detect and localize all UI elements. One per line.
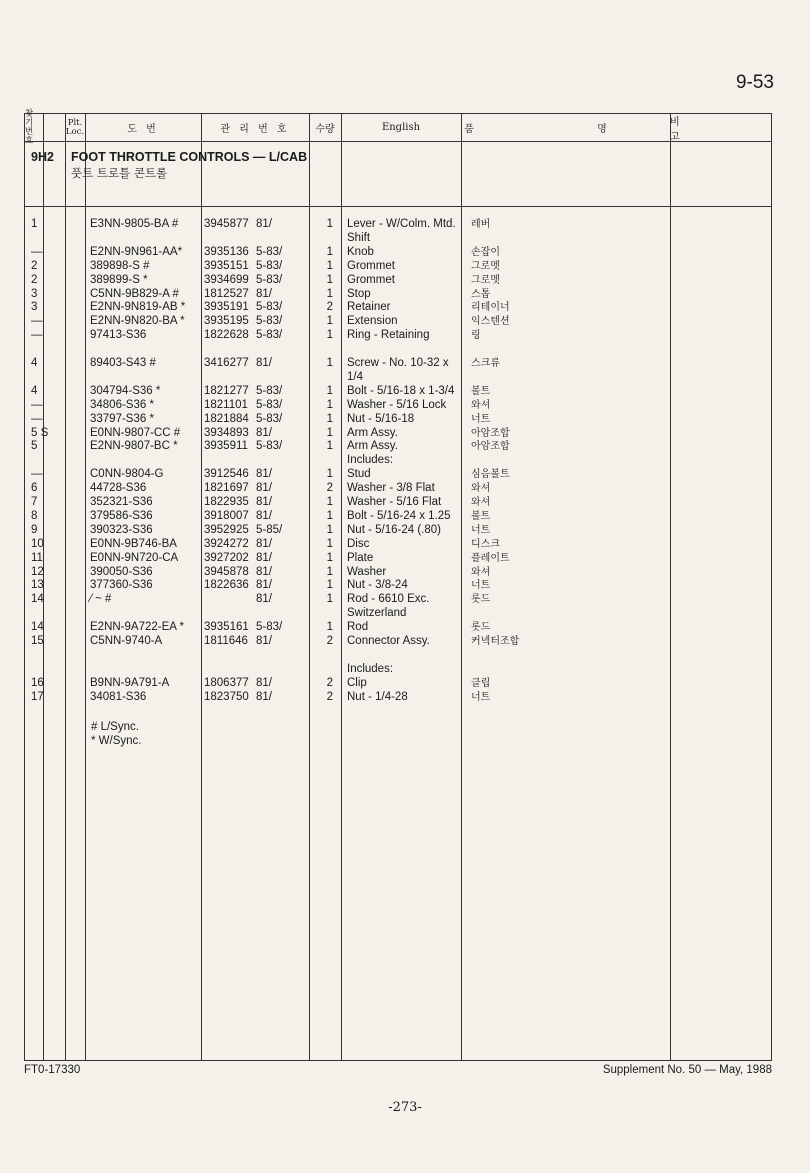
cell-ko: 디스크: [471, 538, 500, 550]
cell-qty: 1: [326, 579, 333, 592]
cell-ko: 아암조합: [471, 441, 510, 453]
cell-eng: Switzerland: [347, 607, 407, 620]
cell-ko: 너트: [471, 580, 491, 592]
cell-mgmt: 1821277: [204, 384, 249, 397]
cell-part: E2NN-9N820-BA *: [90, 315, 185, 328]
cell-mgmt: 1806377: [204, 676, 249, 689]
document-id: FT0-17330: [24, 1064, 81, 1076]
cell-eng: Washer: [347, 565, 387, 578]
table-row: [25, 566, 771, 580]
cell-ko: 익스텐션: [471, 316, 510, 328]
cell-mgmt: 3918007: [204, 509, 249, 522]
cell-eng: Washer - 5/16 Flat: [347, 496, 442, 508]
cell-ref: 4: [31, 384, 38, 397]
cell-ref: —: [31, 468, 43, 481]
cell-date: 81/: [256, 537, 272, 550]
table-row: [25, 579, 771, 593]
cell-date: 5-83/: [256, 329, 283, 342]
cell-date: 5-83/: [256, 384, 283, 397]
table-row: [25, 413, 771, 427]
cell-date: 5-83/: [256, 273, 283, 286]
cell-part: E0NN-9807-CC #: [90, 426, 181, 439]
cell-ko: 커넥터조합: [471, 636, 520, 647]
cell-qty: 2: [326, 690, 333, 703]
cell-part: 389899-S *: [90, 273, 148, 286]
header-part-no: 도 번: [127, 124, 159, 135]
cell-eng: Arm Assy.: [347, 440, 398, 453]
cell-ref: —: [31, 329, 43, 342]
cell-ref: —: [31, 412, 43, 425]
cell-mgmt: 1811646: [204, 635, 248, 647]
cell-qty: 1: [326, 565, 333, 578]
section-title-korean: 풋트 트로틀 콘트롤: [71, 166, 168, 180]
cell-ref: 6: [31, 482, 38, 495]
cell-ref: 14: [31, 621, 44, 634]
cell-part: E2NN-9A722-EA *: [90, 621, 184, 634]
cell-date: 5-83/: [256, 621, 283, 634]
cell-ko: 플레이트: [471, 552, 510, 564]
cell-eng: Ring - Retaining: [347, 329, 430, 342]
cell-eng: Arm Assy.: [347, 426, 398, 439]
cell-eng: Extension: [347, 315, 398, 328]
header-ref-no: 찾 기 번 호: [25, 108, 34, 146]
cell-eng: Nut - 3/8-24: [347, 579, 408, 592]
cell-qty: 1: [326, 537, 333, 550]
header-remarks: 비 고: [670, 116, 720, 143]
cell-eng: Stud: [347, 468, 371, 481]
notes: [91, 720, 141, 748]
cell-mgmt: 3927202: [204, 551, 249, 564]
cell-eng: Rod - 6610 Exc.: [347, 593, 430, 606]
cell-ref: 16: [31, 676, 44, 689]
cell-qty: 1: [326, 593, 333, 606]
cell-date: 81/: [256, 551, 272, 564]
cell-ko: 볼트: [471, 510, 491, 522]
cell-part: 33797-S36 *: [90, 412, 154, 425]
cell-part: C5NN-9B829-A #: [90, 287, 179, 300]
cell-part: 304794-S36 *: [90, 384, 161, 397]
cell-ko: 리테이너: [471, 302, 510, 314]
table-row: [25, 274, 771, 288]
cell-qty: 1: [326, 621, 333, 634]
table-row: [25, 691, 771, 705]
cell-ref: —: [31, 398, 43, 411]
table-row: [25, 315, 771, 329]
cell-eng: Stop: [347, 287, 371, 300]
table-row: [25, 607, 771, 621]
cell-mgmt: 1821101: [204, 398, 248, 411]
cell-qty: 1: [326, 440, 333, 453]
cell-ref: 11: [31, 551, 43, 564]
cell-eng: Rod: [347, 621, 369, 634]
table-row: [25, 399, 771, 413]
section-code: 9H2: [31, 150, 54, 164]
cell-qty: 1: [326, 468, 333, 481]
cell-eng: Screw - No. 10-32 x: [347, 357, 449, 369]
cell-ko: 스크류: [471, 358, 500, 369]
table-row: [25, 552, 771, 566]
cell-ko: 너트: [471, 413, 491, 425]
cell-eng: Bolt - 5/16-18 x 1-3/4: [347, 384, 455, 397]
cell-ko: 그로멧: [471, 260, 500, 272]
cell-ko: 심음볼트: [471, 469, 510, 481]
header-mgmt-no: 관 리 번 호: [220, 124, 290, 135]
cell-qty: 1: [326, 357, 333, 369]
cell-part: 44728-S36: [90, 482, 147, 495]
cell-ko: 아암조합: [471, 427, 510, 439]
table-row: [25, 329, 771, 343]
table-row: [25, 357, 771, 371]
cell-qty: 1: [326, 259, 333, 272]
cell-part: 379586-S36: [90, 509, 153, 522]
cell-qty: 1: [326, 329, 333, 342]
cell-mgmt: 3935161: [204, 621, 249, 634]
cell-part: 97413-S36: [90, 329, 147, 342]
cell-date: 5-83/: [256, 412, 283, 425]
cell-part: E2NN-9N961-AA*: [90, 245, 183, 258]
cell-part: 390323-S36: [90, 523, 153, 536]
table-row: [25, 468, 771, 482]
cell-date: 5-83/: [256, 245, 283, 258]
cell-ref: —: [31, 315, 43, 328]
table-row: [25, 593, 771, 607]
cell-mgmt: 3912546: [204, 468, 249, 481]
cell-eng: Connector Assy.: [347, 635, 430, 647]
cell-part: C0NN-9804-G: [90, 468, 164, 481]
cell-ko: 와셔: [471, 483, 491, 495]
cell-date: 81/: [256, 509, 272, 522]
cell-qty: 1: [326, 245, 333, 258]
cell-qty: 2: [326, 635, 333, 647]
cell-part: ⁄ ~ #: [90, 593, 112, 606]
cell-qty: 1: [326, 496, 333, 508]
cell-qty: 1: [326, 551, 333, 564]
cell-qty: 1: [326, 315, 333, 328]
cell-date: 5-83/: [256, 440, 283, 453]
cell-mgmt: 1822636: [204, 579, 249, 592]
table-row: [25, 288, 771, 302]
note-line: * W/Sync.: [91, 735, 142, 747]
header-korean-name: 품 명: [464, 124, 667, 135]
cell-mgmt: 3935195: [204, 315, 249, 328]
cell-ref: 1: [31, 218, 38, 230]
cell-eng: Clip: [347, 676, 367, 689]
cell-ref: 2: [31, 273, 38, 286]
cell-mgmt: 1823750: [204, 690, 249, 703]
cell-ref: 5 S: [31, 426, 49, 439]
cell-ref: 2: [31, 259, 38, 272]
cell-mgmt: 3935191: [204, 301, 249, 314]
cell-ko: 와셔: [471, 566, 491, 578]
page-footer-number: -273-: [388, 1100, 422, 1115]
cell-mgmt: 3416277: [204, 357, 249, 369]
table-row: [25, 677, 771, 691]
cell-date: 5-83/: [256, 301, 283, 314]
table-row: [25, 524, 771, 538]
cell-ref: 15: [31, 635, 44, 647]
cell-qty: 1: [326, 509, 333, 522]
cell-mgmt: 1822628: [204, 329, 249, 342]
cell-ref: 13: [31, 579, 44, 592]
cell-qty: 2: [326, 482, 333, 495]
cell-part: 377360-S36: [90, 579, 153, 592]
cell-qty: 1: [326, 412, 333, 425]
cell-ref: 5: [31, 440, 38, 453]
cell-date: 81/: [256, 496, 272, 508]
parts-table: [24, 108, 772, 1061]
cell-eng: Grommet: [347, 273, 395, 286]
table-row: [25, 663, 771, 677]
cell-date: 81/: [256, 468, 272, 481]
cell-eng: Nut - 1/4-28: [347, 690, 408, 703]
header-qty: 수량: [315, 124, 335, 135]
cell-mgmt: 3935136: [204, 245, 249, 258]
cell-part: B9NN-9A791-A: [90, 676, 170, 689]
cell-mgmt: 3935151: [204, 259, 249, 272]
cell-ko: 레버: [471, 219, 491, 230]
cell-part: E2NN-9N819-AB *: [90, 301, 186, 314]
cell-ref: 17: [31, 690, 44, 703]
table-row: [25, 454, 771, 468]
cell-mgmt: 3945878: [204, 565, 249, 578]
section-title: FOOT THROTTLE CONTROLS — L/CAB: [71, 150, 308, 164]
table-row: [25, 621, 771, 635]
cell-part: 89403-S43 #: [90, 357, 156, 369]
table-row: [25, 385, 771, 399]
cell-date: 81/: [256, 635, 272, 647]
cell-mgmt: 1821884: [204, 412, 249, 425]
cell-qty: 1: [326, 218, 333, 230]
table-row: [25, 496, 771, 510]
cell-ref: 3: [31, 287, 38, 300]
cell-eng: Shift: [347, 231, 371, 244]
cell-eng: Washer - 3/8 Flat: [347, 482, 435, 495]
section-divider: [25, 206, 771, 207]
table-row: [25, 440, 771, 454]
cell-eng: Plate: [347, 551, 374, 564]
cell-date: 5-83/: [256, 259, 283, 272]
table-row: [25, 538, 771, 552]
cell-eng: Lever - W/Colm. Mtd.: [347, 218, 456, 230]
cell-eng: Washer - 5/16 Lock: [347, 398, 447, 411]
cell-date: 5-83/: [256, 398, 283, 411]
cell-date: 5-83/: [256, 315, 283, 328]
table-row: [25, 232, 771, 246]
table-row: [25, 371, 771, 385]
header-plt-loc: Plt. Loc.: [65, 117, 85, 137]
cell-ko: 링: [471, 330, 481, 342]
cell-eng: Grommet: [347, 259, 395, 272]
cell-eng: Knob: [347, 245, 374, 258]
cell-ko: 너트: [471, 691, 491, 703]
cell-qty: 1: [326, 384, 333, 397]
cell-eng: Includes:: [347, 454, 394, 467]
cell-date: 81/: [256, 357, 272, 369]
cell-part: E0NN-9B746-BA: [90, 537, 177, 550]
cell-ref: 14: [31, 593, 44, 606]
cell-part: 34806-S36 *: [90, 398, 154, 411]
cell-date: 81/: [256, 218, 272, 230]
cell-eng: Retainer: [347, 301, 391, 314]
cell-ko: 롯드: [471, 622, 491, 634]
cell-qty: 1: [326, 287, 333, 300]
cell-ref: 12: [31, 565, 44, 578]
cell-qty: 1: [326, 273, 333, 286]
cell-date: 81/: [256, 565, 272, 578]
cell-ref: 10: [31, 537, 44, 550]
cell-ref: —: [31, 245, 43, 258]
cell-mgmt: 3934699: [204, 273, 249, 286]
cell-ko: 스톱: [471, 288, 491, 300]
cell-date: 81/: [256, 690, 272, 703]
cell-ko: 와셔: [471, 497, 491, 508]
cell-ko: 클립: [471, 677, 491, 689]
cell-date: 81/: [256, 482, 272, 495]
cell-qty: 2: [326, 676, 333, 689]
table-row: [25, 260, 771, 274]
cell-mgmt: 1821697: [204, 482, 249, 495]
cell-eng: Bolt - 5/16-24 x 1.25: [347, 509, 451, 522]
cell-eng: Nut - 5/16-24 (.80): [347, 523, 441, 536]
cell-part: E3NN-9805-BA #: [90, 218, 179, 230]
table-row: [25, 482, 771, 496]
supplement-note: Supplement No. 50 — May, 1988: [602, 1064, 772, 1076]
note-line: # L/Sync.: [91, 721, 139, 733]
cell-eng: Nut - 5/16-18: [347, 412, 415, 425]
cell-ref: 3: [31, 301, 38, 314]
cell-ref: 7: [31, 496, 38, 508]
cell-mgmt: 1812527: [204, 287, 249, 300]
cell-part: C5NN-9740-A: [90, 635, 163, 647]
cell-ko: 그로멧: [471, 274, 500, 286]
table-row: [25, 649, 771, 663]
header-english: English: [381, 122, 421, 133]
cell-mgmt: 3935911: [204, 440, 248, 453]
cell-eng: 1/4: [347, 370, 363, 383]
cell-ko: 볼트: [471, 385, 491, 397]
table-row: [25, 246, 771, 260]
table-row: [25, 427, 771, 441]
table-row: [25, 343, 771, 357]
table-row: [25, 510, 771, 524]
cell-ref: 8: [31, 509, 38, 522]
cell-ko: 롯드: [471, 594, 491, 606]
cell-mgmt: 3924272: [204, 537, 249, 550]
cell-part: E0NN-9N720-CA: [90, 551, 179, 564]
cell-date: 81/: [256, 426, 272, 439]
cell-eng: Disc: [347, 537, 370, 550]
cell-ko: 손잡이: [471, 246, 500, 258]
cell-ref: 9: [31, 523, 38, 536]
cell-ko: 너트: [471, 524, 491, 536]
cell-part: 34081-S36: [90, 690, 147, 703]
table-row: [25, 301, 771, 315]
cell-date: 81/: [256, 676, 272, 689]
cell-date: 81/: [256, 287, 272, 300]
cell-part: 390050-S36: [90, 565, 153, 578]
cell-part: 352321-S36: [90, 496, 153, 508]
cell-eng: Includes:: [347, 662, 394, 675]
header-divider: [25, 141, 771, 142]
cell-date: 81/: [256, 579, 272, 592]
cell-mgmt: 3952925: [204, 523, 249, 536]
cell-qty: 1: [326, 398, 333, 411]
table-row: [25, 635, 771, 649]
cell-mgmt: 3934893: [204, 426, 249, 439]
cell-qty: 1: [326, 426, 333, 439]
cell-date: 81/: [256, 593, 272, 606]
cell-part: 389898-S #: [90, 259, 150, 272]
cell-date: 5-85/: [256, 523, 283, 536]
cell-qty: 2: [326, 301, 333, 314]
cell-qty: 1: [326, 523, 333, 536]
cell-ref: 4: [31, 357, 38, 369]
cell-mgmt: 3945877: [204, 218, 249, 230]
cell-ko: 와셔: [471, 399, 491, 411]
cell-mgmt: 1822935: [204, 496, 249, 508]
table-row: [25, 218, 771, 232]
cell-part: E2NN-9807-BC *: [90, 440, 178, 453]
page-number: 9-53: [735, 72, 774, 93]
